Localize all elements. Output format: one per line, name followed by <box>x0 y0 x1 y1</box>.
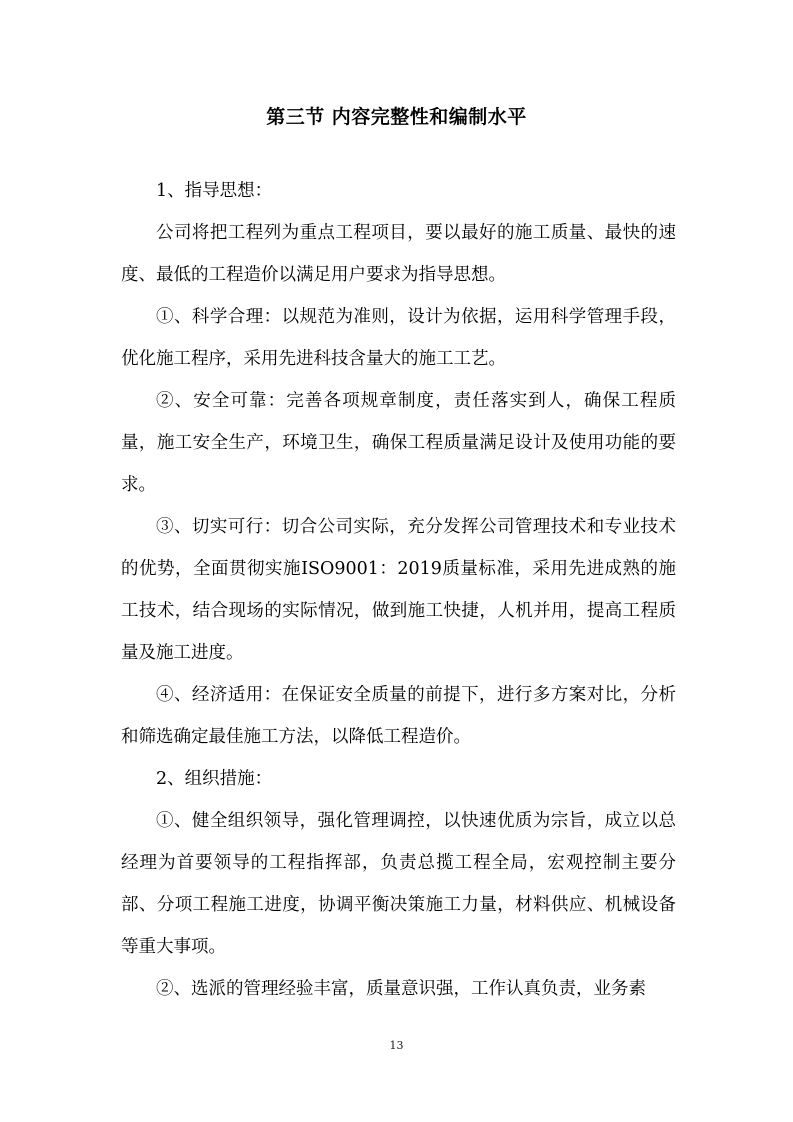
paragraph-scientific-reasonable: ①、科学合理：以规范为准则，设计为依据，运用科学管理手段，优化施工程序，采用先进科技含量大的施工工艺。 <box>121 307 676 369</box>
paragraph-organization-leadership: ①、健全组织领导，强化管理调控，以快速优质为宗旨，成立以总经理为首要领导的工程指挥部，负责总揽工程全局，宏观控制主要分部、分项工程施工进度，协调平衡决策施工力量，材料供应、机械设备等重大事项。 <box>121 811 676 957</box>
paragraph-management-selection: ②、选派的管理经验丰富，质量意识强，工作认真负责，业务素 <box>156 979 646 999</box>
paragraph-organization-heading: 2、组织措施： <box>156 769 273 789</box>
paragraph-safe-reliable: ②、安全可靠：完善各项规章制度，责任落实到人，确保工程质量，施工安全生产，环境卫生，确保工程质量满足设计及使用功能的要求。 <box>121 391 676 495</box>
document-body <box>121 170 676 1010</box>
paragraph-guiding-ideology-heading: 1、指导思想： <box>156 181 273 201</box>
page-number: 13 <box>389 1039 404 1052</box>
paragraph-practical-feasible: ③、切实可行：切合公司实际，充分发挥公司管理技术和专业技术的优势，全面贯彻实施ISO9001：2019质量标准，采用先进成熟的施工技术，结合现场的实际情况，做到施工快捷，人机并用，提高工程质量及施工进度。 <box>121 517 676 663</box>
section-title: 第三节 内容完整性和编制水平 <box>266 106 527 128</box>
paragraph-economic-applicable: ④、经济适用：在保证安全质量的前提下，进行多方案对比，分析和筛选确定最佳施工方法，以降低工程造价。 <box>121 685 676 747</box>
paragraph-guiding-ideology: 公司将把工程列为重点工程项目，要以最好的施工质量、最快的速度、最低的工程造价以满足用户要求为指导思想。 <box>121 223 676 285</box>
